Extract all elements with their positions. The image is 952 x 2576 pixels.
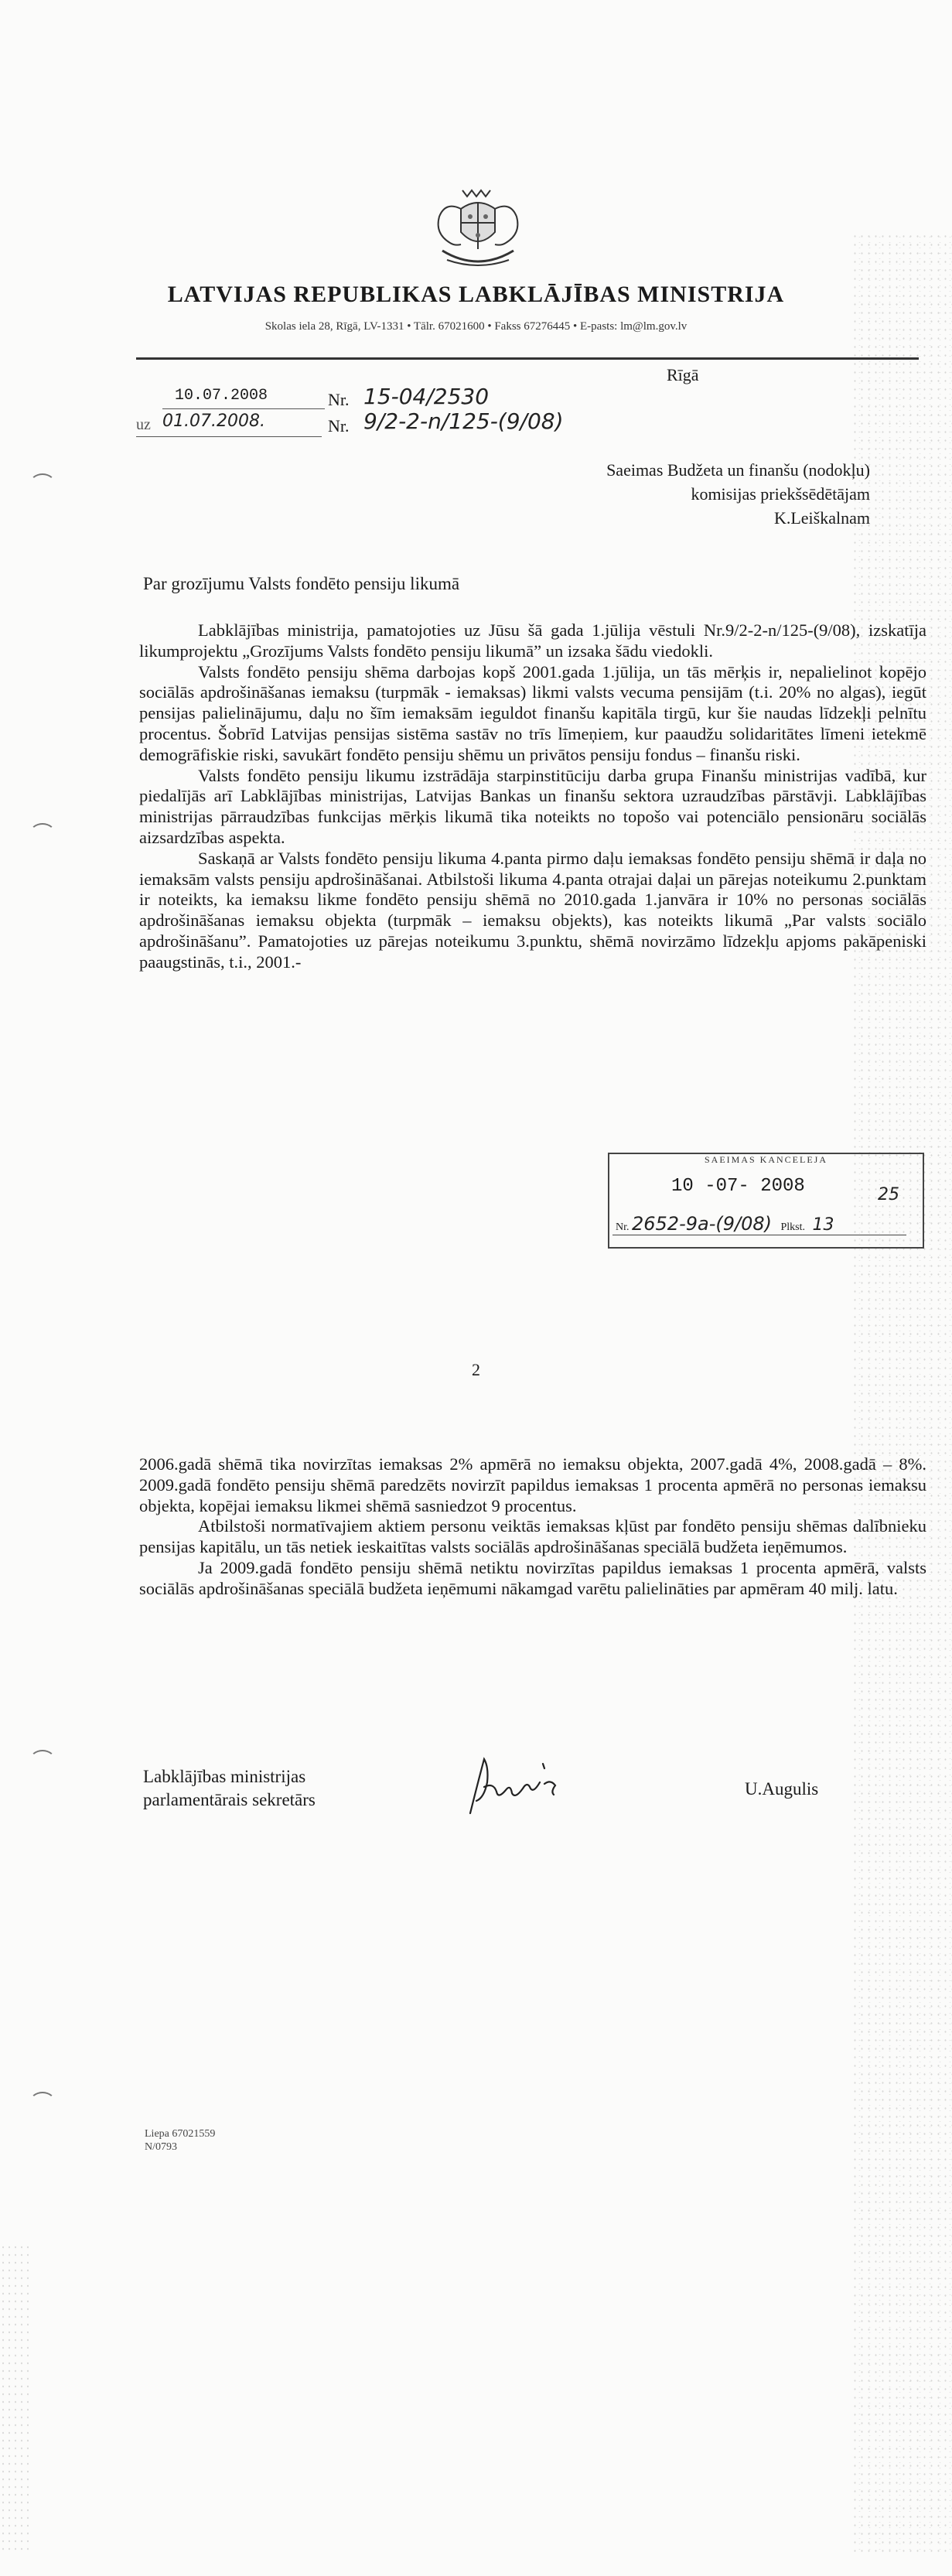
stamp-nr-value: 2652-9a-(9/08) (632, 1213, 772, 1235)
header-rule (136, 357, 919, 360)
date-line (162, 408, 325, 409)
signatory-title (143, 1765, 316, 1812)
contact-line: Skolas iela 28, Rīgā, LV-1331 • Tālr. 67021600 • Fakss 67276445 • E-pasts: lm@lm.gov.lv (264, 320, 688, 333)
punch-hole (29, 1750, 56, 1771)
letter-number: 15-04/2530 (363, 384, 490, 409)
paragraph: Labklājības ministrija, pamatojoties uz Jūsu šā gada 1.jūlija vēstuli Nr.9/2-2-n/125-(9/08), izskatīja likumprojektu „Grozījums Valsts fondēto pensiju likumā” un izsaka šādu viedokli. (139, 620, 926, 661)
reply-date: 01.07.2008. (162, 412, 265, 431)
reply-number: 9/2-2-n/125-(9/08) (363, 408, 564, 434)
stamp-nr-label: Nr. (616, 1221, 630, 1233)
scan-noise (851, 232, 952, 2553)
paragraph: Valsts fondēto pensiju shēma darbojas kopš 2001.gada 1.jūlija, un tās mērķis ir, nepalielinot kopējo sociālās apdrošināšanas iemaksu (turpmāk - iemaksas) likmi valsts vecuma pensijām (t.i. 20% no algas), iegūt pensijas palielinājumu, daļu no šīm iemaksām ieguldot finanšu kapitāla tirgū, kur šie naudas līdzekļi pelnītu procentus. Šobrīd Latvijas pensijas sistēma sastāv no trīs līmeņiem, kur paaudžu solidaritātes līmeni ietekmē demogrāfiskie riski, savukārt fondēto pensiju shēmu un privātos pensiju fondus – finanšu riski. (139, 661, 926, 764)
ministry-title: LATVIJAS REPUBLIKAS LABKLĀJĪBAS MINISTRIJA (167, 282, 785, 307)
signatory-title-line: Labklājības ministrijas (143, 1767, 306, 1786)
paragraph: Ja 2009.gadā fondēto pensiju shēmā netiktu novirzītas papildus iemaksas 1 procenta apmērā, valsts sociālās apdrošināšanas speciālā budžeta ieņēmumi nākamgad varētu palielināties par apmēram 40 milj. latu. (139, 1557, 926, 1598)
reply-prefix: uz (136, 416, 151, 433)
addressee-line: komisijas priekšsēdētājam (691, 484, 870, 504)
coat-of-arms-icon (432, 186, 524, 275)
paragraph: Valsts fondēto pensiju likumu izstrādāja starpinstitūciju darba grupa Finanšu ministrijas vadībā, kur piedalījās arī Labklājības ministrijas, Latvijas Bankas un finanšu sektora uzraudzības pārstāvji. Labklājības ministrijas pārraudzības funkcijas mērķis likumā tika noteikts no topošo vai potenciālo pensionāru sociālās aizsardzības aspekta. (139, 765, 926, 847)
paragraph: Atbilstoši normatīvajiem aktiem personu veiktās iemaksas kļūst par fondēto pensiju shēmas dalībnieku pensijas kapitālu, un tās netiek ieskaitītas valsts sociālās apdrošināšanas speciālā budžeta ieņēmumos. (139, 1516, 926, 1557)
stamp-extra: 25 (878, 1185, 899, 1204)
subject: Par grozījumu Valsts fondēto pensiju likumā (143, 574, 460, 593)
footer-line: Liepa 67021559 (145, 2128, 216, 2140)
city: Rīgā (667, 365, 699, 384)
punch-hole (29, 2092, 56, 2113)
punch-hole (29, 823, 56, 845)
reply-line (136, 436, 322, 437)
signatory-title-line: parlamentārais sekretārs (143, 1790, 316, 1809)
body-page1 (139, 620, 926, 973)
stamp-date: 10 -07- 2008 (671, 1176, 805, 1197)
letter-date: 10.07.2008 (175, 387, 268, 405)
stamp-time-value: 13 (812, 1215, 834, 1235)
page-number: 2 (472, 1360, 480, 1379)
addressee (606, 458, 870, 530)
paragraph: Saskaņā ar Valsts fondēto pensiju likuma 4.panta pirmo daļu iemaksas fondēto pensiju shēmā ir daļa no iemaksām valsts pensiju apdrošināšanai. Atbilstoši likuma 4.panta otrajai daļai un pārejas noteikumu 2.punktam ir noteikts, ka iemaksu likme fondēto pensiju shēmā no 2010.gada 1.janvāra ir 10% no personas sociālās apdrošināšanas iemaksu objekta (turpmāk – iemaksu objekts), kas noteikts likumā „Par valsts sociālo apdrošināšanu”. Pamatojoties uz pārejas noteikumu 3.punktu, shēmā novirzāmo līdzekļu apjoms pakāpeniski paaugstinās, t.i., 2001.- (139, 848, 926, 972)
footer-contact (145, 2127, 215, 2154)
paragraph: 2006.gadā shēmā tika novirzītas iemaksas 2% apmērā no iemaksu objekta, 2007.gadā 4%, 2008.gadā – 8%. 2009.gadā fondēto pensiju shēmā paredzēts novirzīt papildus iemaksas 1 procenta apmērā no personas iemaksu objekta, kopējai iemaksu likmei shēmā sasniedzot 9 procentus. (139, 1454, 926, 1515)
nr-label: Nr. (328, 390, 350, 409)
body-page2 (139, 1454, 926, 1600)
reply-nr-label: Nr. (328, 416, 350, 436)
stamp-number (616, 1213, 834, 1235)
received-stamp (608, 1153, 924, 1249)
signatory-name: U.Augulis (745, 1779, 819, 1799)
scan-noise-left (0, 2243, 31, 2553)
punch-hole (29, 473, 56, 495)
footer-line: N/0793 (145, 2141, 177, 2153)
addressee-line: Saeimas Budžeta un finanšu (nodokļu) (606, 460, 870, 480)
stamp-time-label: Plkst. (780, 1221, 806, 1233)
addressee-line: K.Leiškalnam (773, 508, 870, 528)
stamp-header: SAEIMAS KANCELEJA (704, 1154, 827, 1165)
